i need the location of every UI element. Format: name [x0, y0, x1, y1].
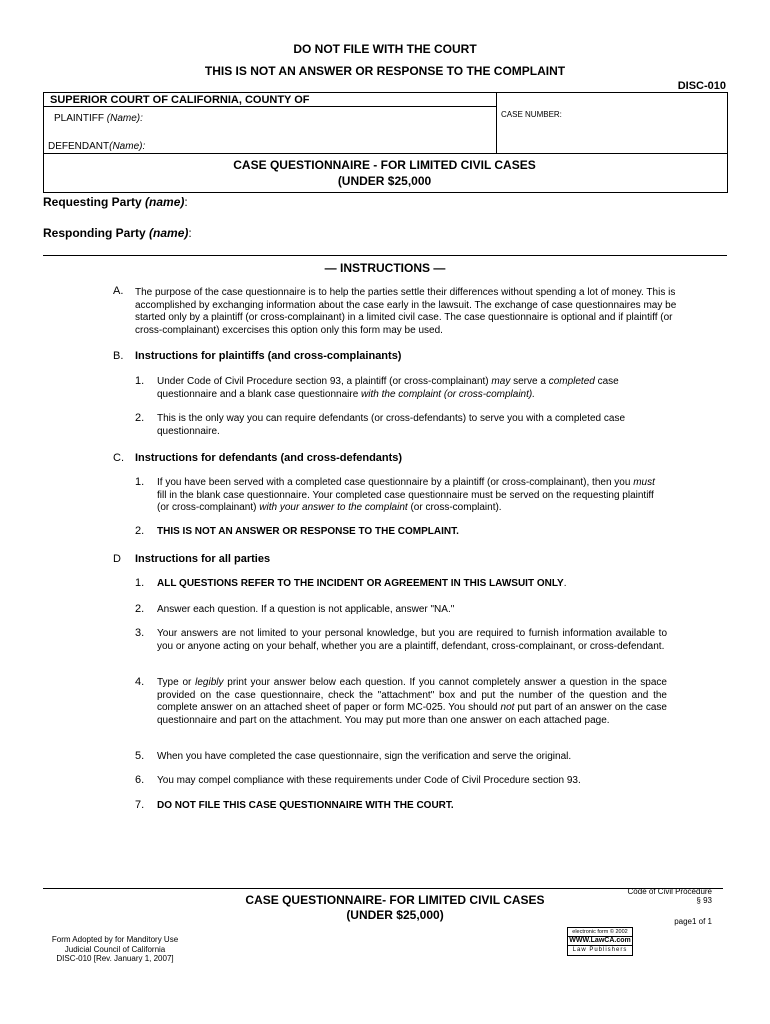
d4-text: [157, 677, 667, 727]
case-number-label: CASE NUMBER:: [501, 110, 562, 119]
c1-text-e: (or cross-complaint).: [407, 502, 502, 513]
defendant-hint: (Name):: [109, 141, 146, 152]
court-divider: [43, 106, 497, 107]
requesting-party-text: Requesting Party: [43, 195, 142, 209]
section-d-letter: D: [113, 553, 121, 565]
section-c-letter: C.: [113, 452, 124, 464]
d6-num: 6.: [135, 774, 145, 786]
form-number: DISC-010: [677, 80, 726, 92]
b1-text-e: case questionnaire and a blank case questionnaire: [157, 376, 619, 400]
defendant-label: [48, 141, 145, 152]
b2-num: 2.: [135, 412, 145, 424]
d1-text-main: ALL QUESTIONS REFER TO THE INCIDENT OR AGREEMENT IN THIS LAWSUIT ONLY: [157, 578, 564, 589]
d5-text: When you have completed the case questionnaire, sign the verification and serve the original.: [157, 751, 572, 762]
responding-party-label: [43, 226, 192, 240]
instructions-heading: — INSTRUCTIONS —: [324, 261, 446, 275]
defendant-label-text: DEFENDANT: [48, 141, 110, 152]
c1-text-d: with your answer to the complaint: [259, 502, 408, 513]
footer-adopted-line-2: Judicial Council of California: [64, 944, 166, 954]
requesting-party-field[interactable]: [200, 194, 720, 210]
d1-text: [157, 578, 566, 589]
case-number-field[interactable]: [501, 122, 721, 150]
requesting-party-colon: :: [184, 195, 188, 209]
responding-party-text: Responding Party: [43, 226, 146, 240]
c1-text-c: fill in the blank case questionnaire. Your completed case questionnaire must be served on the requesting plaintiff (or cross-complainant): [157, 489, 654, 513]
b1-text-f: with the complaint (or cross-complaint).: [361, 388, 535, 400]
plaintiff-name-field[interactable]: [150, 110, 490, 126]
caption-title-line-1: CASE QUESTIONNAIRE - FOR LIMITED CIVIL CASES: [233, 158, 536, 172]
c1-text: [157, 477, 667, 515]
plaintiff-label-text: PLAINTIFF: [54, 113, 105, 124]
footer-title-line-1: CASE QUESTIONNAIRE- FOR LIMITED CIVIL CASES: [245, 893, 545, 907]
section-b-letter: B.: [113, 350, 124, 362]
b1-text: [157, 376, 667, 401]
b1-text-b: may: [491, 376, 511, 387]
d4-text-b: legibly: [195, 677, 224, 688]
caption-divider-h: [43, 153, 727, 154]
requesting-party-label: [43, 195, 188, 209]
d6-text: You may compel compliance with these requirements under Code of Civil Procedure section 93.: [157, 775, 581, 786]
header-line-1: DO NOT FILE WITH THE COURT: [293, 42, 477, 56]
c1-text-b: must: [633, 477, 655, 488]
badge-line-1: electronic form © 2002: [572, 929, 628, 935]
d7-num: 7.: [135, 799, 145, 811]
defendant-name-field[interactable]: [150, 138, 490, 152]
instructions-rule: [43, 255, 727, 256]
responding-party-colon: :: [188, 226, 192, 240]
footer-section: § 93: [696, 896, 712, 905]
b2-text: This is the only way you can require defendants (or cross-defendants) to serve you with a completed case questionnaire.: [157, 413, 626, 437]
c1-text-a: If you have been served with a completed case questionnaire by a plaintiff (or cross-complainant), then you: [157, 477, 634, 488]
footer-page: page1 of 1: [674, 917, 712, 926]
c1-num: 1.: [135, 476, 145, 488]
d2-num: 2.: [135, 603, 145, 615]
section-b-heading: Instructions for plaintiffs (and cross-complainants): [135, 350, 402, 362]
d7-text: DO NOT FILE THIS CASE QUESTIONNAIRE WITH THE COURT.: [157, 800, 454, 811]
d3-text: Your answers are not limited to your personal knowledge, but you are required to furnish information available to you or anyone acting on your behalf, whether you are a plaintiff, defendant, cross-complainant, or cross-defendant.: [157, 628, 667, 652]
c2-text: THIS IS NOT AN ANSWER OR RESPONSE TO THE COMPLAINT.: [157, 526, 459, 537]
d4-text-d: not: [500, 702, 515, 713]
d4-text-e: put part of an answer on the case questionnaire and part on the attachment. You may put more than one answer on each attached page.: [157, 702, 667, 726]
footer-title-line-2: (UNDER $25,000): [346, 908, 444, 922]
responding-party-hint: (name): [149, 226, 189, 240]
c2-num: 2.: [135, 525, 145, 537]
b1-num: 1.: [135, 375, 145, 387]
d2-text: Answer each question. If a question is not applicable, answer "NA.": [157, 604, 455, 615]
b1-text-c: serve a: [510, 376, 549, 387]
caption-divider-v: [496, 92, 497, 153]
badge-line-3: Law Publishers: [572, 947, 628, 953]
d4-text-a: Type or: [157, 677, 196, 688]
d3-num: 3.: [135, 627, 145, 639]
d1-num: 1.: [135, 577, 145, 589]
section-a-text: The purpose of the case questionnaire is to help the parties settle their differences without spending a lot of money. This is accomplished by exchanging information about the case early in the lawsuit. The exchange of case questionnaires may be started only by a plaintiff (or cross-complainant) in a limited civil case. The case questionnaire is optional and if plaintiff (or cross-complainant) excercises this option only this form may be used.: [135, 287, 677, 336]
section-d-heading: Instructions for all parties: [135, 553, 271, 565]
d5-num: 5.: [135, 750, 145, 762]
footer-adopted-line-3: DISC-010 [Rev. January 1, 2007]: [56, 954, 174, 963]
section-c-heading: Instructions for defendants (and cross-defendants): [135, 452, 403, 464]
footer-rule: [43, 888, 723, 889]
d1-text-period: .: [563, 578, 567, 589]
footer-adopted: [40, 935, 190, 964]
court-name: SUPERIOR COURT OF CALIFORNIA, COUNTY OF: [50, 94, 310, 106]
header-line-2: THIS IS NOT AN ANSWER OR RESPONSE TO THE COMPLAINT: [204, 64, 566, 78]
law-publisher-badge: [567, 927, 633, 956]
badge-line-2: WWW.LawCA.com: [569, 937, 631, 944]
b1-text-d: completed: [548, 376, 595, 387]
plaintiff-hint: (Name):: [106, 113, 143, 124]
footer-code-ref: Code of Civil Procedure: [627, 887, 712, 896]
section-a-letter: A.: [113, 285, 124, 297]
d4-num: 4.: [135, 676, 145, 688]
plaintiff-label: [54, 113, 143, 124]
footer-adopted-line-1: Form Adopted by for Manditory Use: [51, 935, 179, 944]
caption-title-line-2: (UNDER $25,000: [337, 174, 432, 188]
d4-text-c: print your answer below each question. If you cannot completely answer a question in the space provided on the case questionnaire, check the "attachment" box and put the number of the question and the complete answer on an attached sheet of paper or form MC-025. You should: [157, 677, 667, 713]
requesting-party-hint: (name): [145, 195, 185, 209]
b1-text-a: Under Code of Civil Procedure section 93, a plaintiff (or cross-complainant): [157, 376, 492, 387]
responding-party-field[interactable]: [205, 225, 720, 241]
